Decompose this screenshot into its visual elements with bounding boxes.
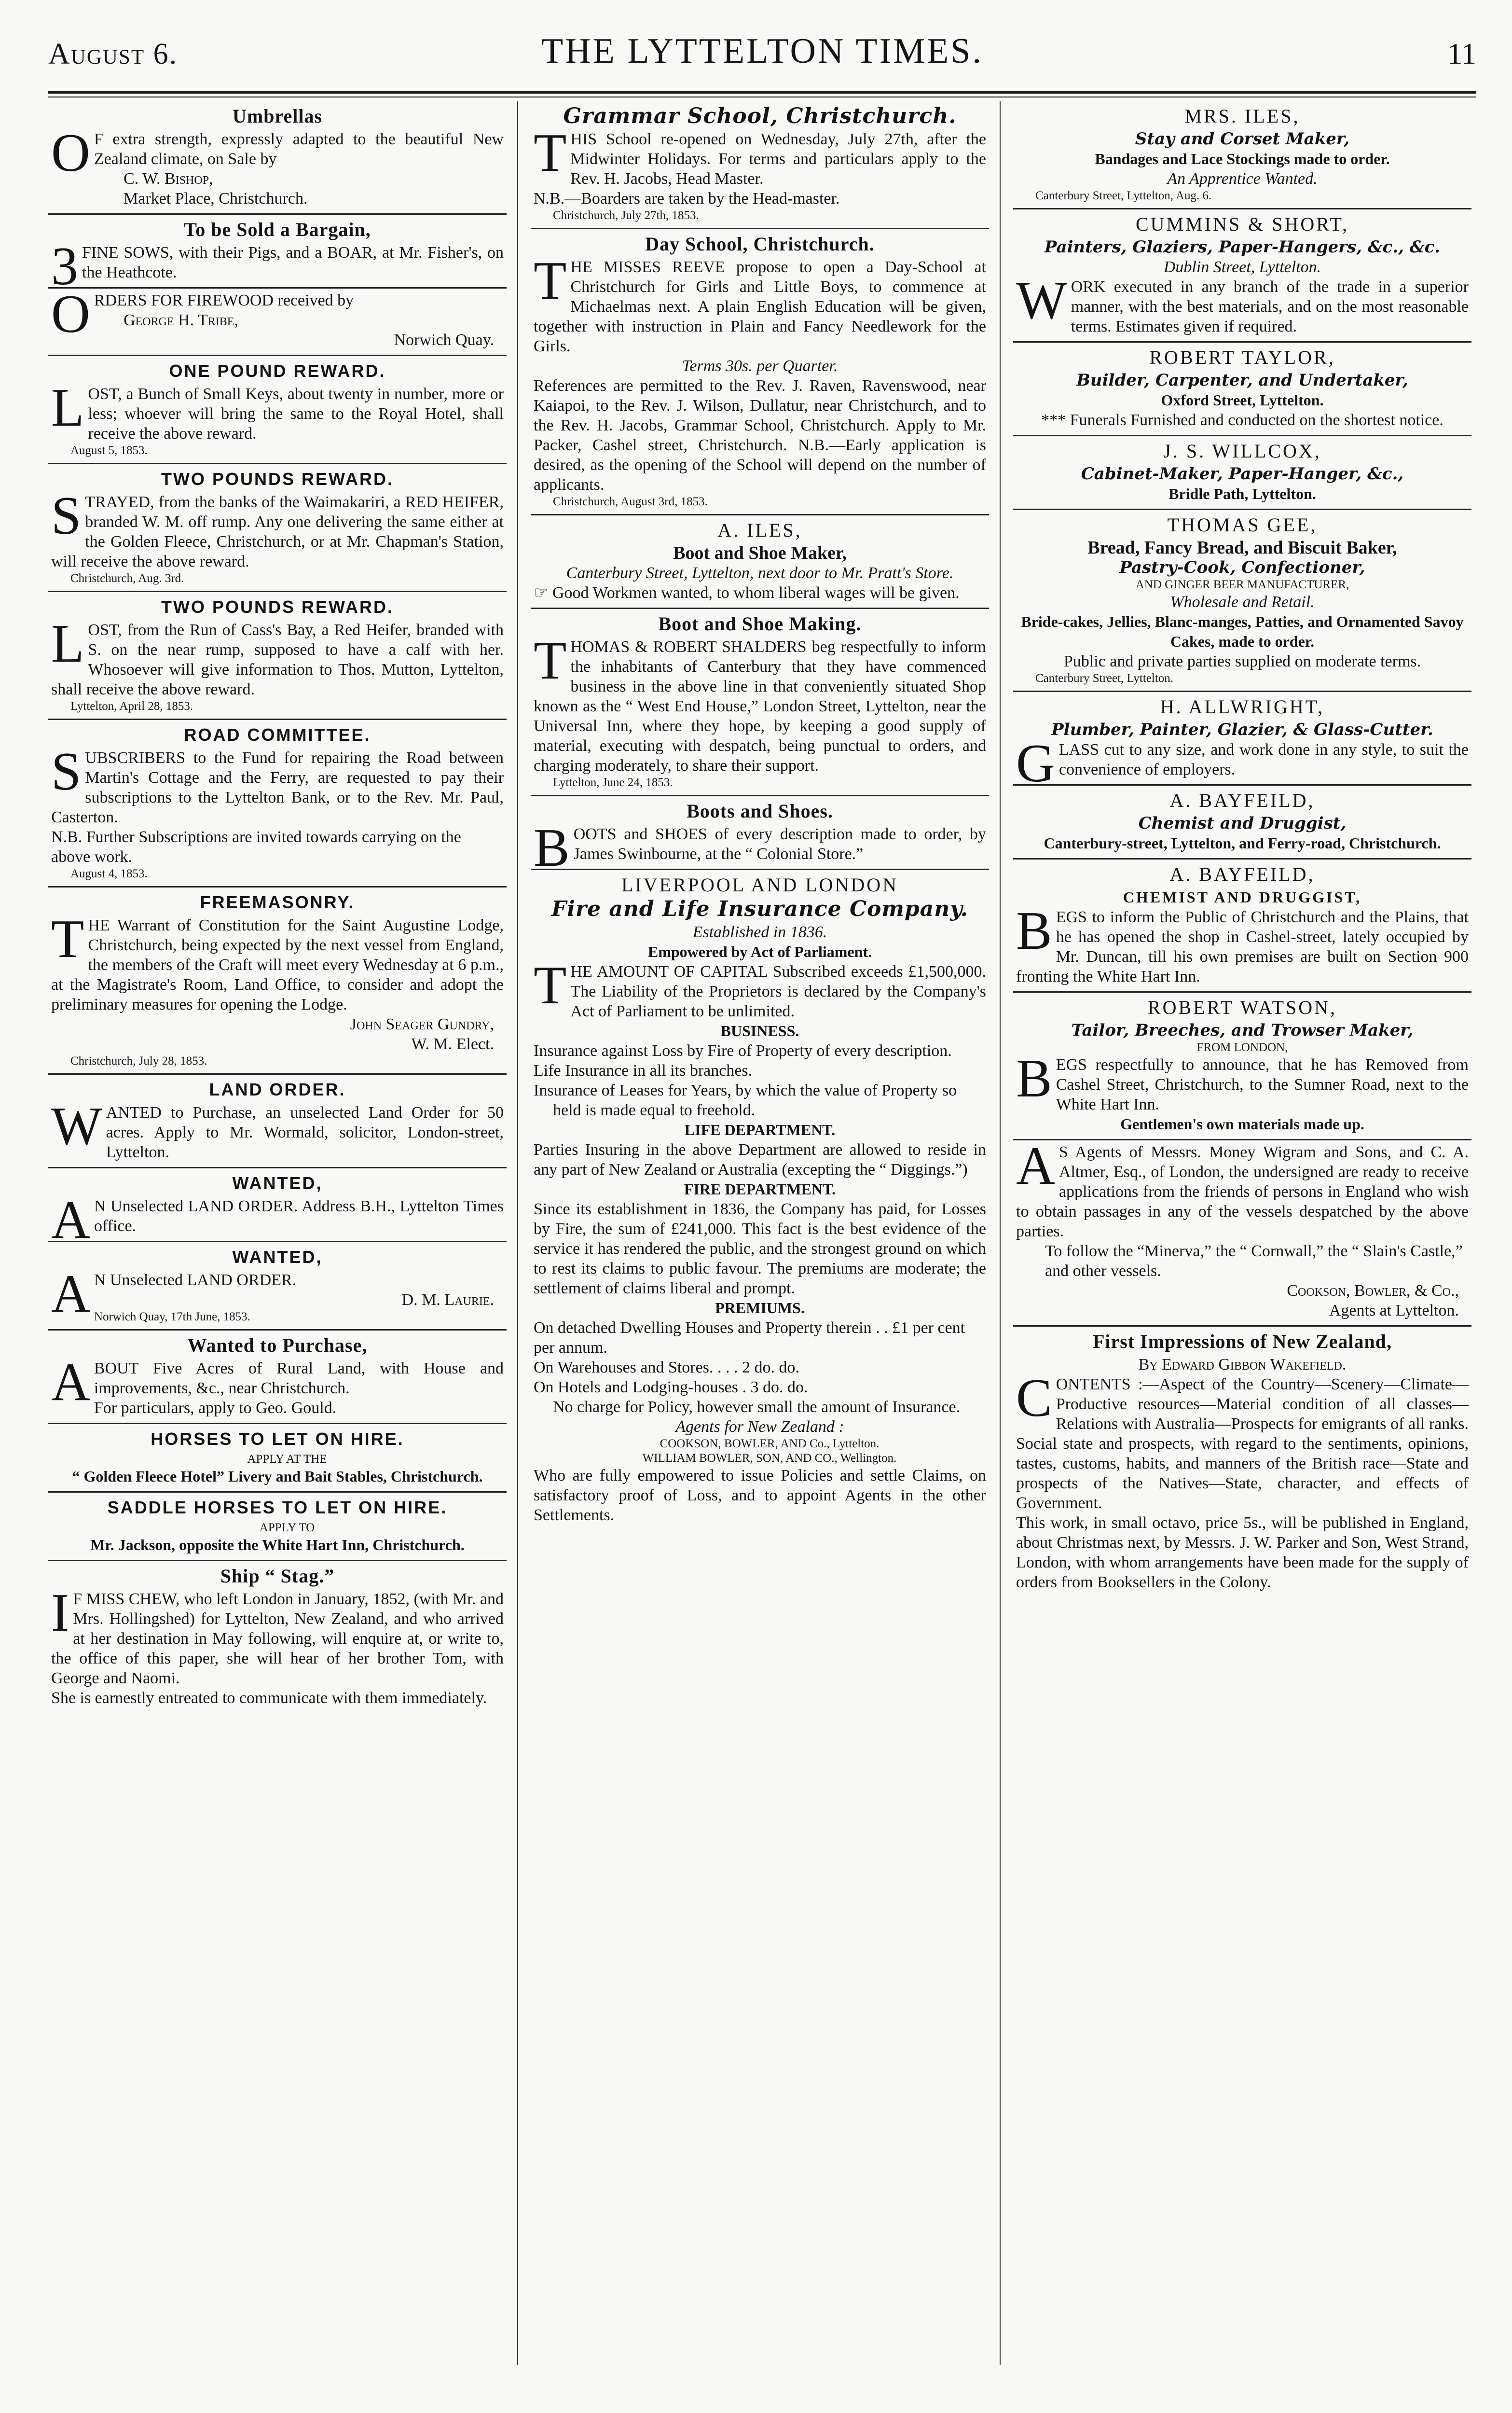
ad-willcox — [1013, 436, 1471, 510]
ad-trade: Chemist and Druggist, — [1138, 814, 1347, 833]
ad-title: A. BAYFEILD, — [1169, 863, 1315, 885]
ad-horses — [48, 1424, 507, 1493]
section-title: LIFE DEPARTMENT. — [684, 1121, 836, 1138]
ad-title: ONE POUND REWARD. — [169, 361, 386, 381]
ad-title: Wanted to Purchase, — [187, 1334, 368, 1356]
ad-note: An Apprentice Wanted. — [1167, 170, 1318, 188]
ad-subtitle: Boot and Shoe Maker, — [673, 543, 847, 563]
ad-line: Mr. Jackson, opposite the White Hart Inn, Christchurch. — [90, 1536, 465, 1553]
ad-mrs-iles — [1013, 101, 1471, 209]
ad-body: THIS School re-opened on Wednesday, July 27th, after the Midwinter Holidays. For terms and particulars apply to the Rev. H. Jacobs, Head Master. — [534, 123, 986, 188]
ad-trade: Pastry-Cook, Confectioner, — [1119, 558, 1365, 577]
ad-two-pounds-reward-cass — [48, 592, 507, 720]
ad-title: Umbrellas — [232, 105, 323, 127]
ad-signature-role: Agents at Lyttelton. — [1329, 1302, 1459, 1319]
masthead — [48, 31, 1476, 86]
ad-allwright — [1013, 692, 1471, 793]
ad-title: A. BAYFEILD, — [1169, 790, 1315, 811]
ad-date: Christchurch, July 27th, 1853. — [553, 209, 699, 222]
ad-firewood — [48, 284, 507, 356]
ad-signature: Cookson, Bowler, & Co., — [1287, 1282, 1459, 1300]
ad-body: THOMAS & ROBERT SHALDERS beg respectfully to inform the inhabitants of Canterbury that they have commenced business in the above line in that conveniently situated Shop known as the “ West End House,” London Street, Lyttelton, near the Universal Inn, where they hope, by keeping a good supply of material, executing with despatch, being punctual to orders, and charging moderately, to share their support. — [534, 631, 986, 775]
ad-signature: D. M. Laurie. — [401, 1291, 494, 1309]
ad-day-school — [531, 229, 989, 515]
ad-subtitle: Bride-cakes, Jellies, Blanc-manges, Patties, and Ornamented Savoy Cakes, made to order. — [1021, 613, 1464, 650]
ad-note: N.B.—Boarders are taken by the Head-master. — [534, 190, 840, 208]
ad-agents-wigram — [1013, 1136, 1471, 1327]
ad-bayfeild-2 — [1013, 860, 1471, 993]
ad-a-iles-boots — [531, 515, 989, 609]
ad-note: For particulars, apply to Geo. Gould. — [94, 1399, 337, 1417]
ad-address: Bridle Path, Lyttelton. — [1168, 485, 1316, 502]
ad-date: Lyttelton, April 28, 1853. — [70, 700, 193, 713]
ad-land-order — [48, 1075, 507, 1168]
ad-ship-stag — [48, 1561, 507, 1713]
ad-body: 3FINE SOWS, with their Pigs, and a BOAR, at Mr. Fisher's, on the Heathcote. — [51, 236, 504, 296]
ad-title: Ship “ Stag.” — [220, 1565, 335, 1587]
column-rule — [517, 101, 518, 2365]
column-2 — [531, 101, 989, 2370]
ad-title: WANTED, — [232, 1173, 323, 1193]
premium-note: No charge for Policy, however small the amount of Insurance. — [553, 1398, 961, 1416]
ad-title: Day School, Christchurch. — [645, 233, 875, 255]
newspaper-title: THE LYTTELTON TIMES. — [541, 31, 983, 71]
ad-trade: Plumber, Painter, Glazier, & Glass-Cutter. — [1051, 720, 1433, 739]
ad-body: IF MISS CHEW, who left London in January, 1852, (with Mr. and Mrs. Hollingshed) for Lyttelton, New Zealand, and who arrived at her destination in May following, will enquire at, or write to, the office of this paper, she will hear of her brother Tom, with George and Naomi. — [51, 1583, 504, 1687]
ad-note: N.B. Further Subscriptions are invited towards carrying on the above work. — [51, 828, 461, 866]
ad-body: STRAYED, from the banks of the Waimakariri, a RED HEIFER, branded W. M. off rump. Any one delivering the same either at the Golden Fleece, Christchurch, or at Mr. Chapman's Station, will receive the above reward. — [51, 486, 504, 570]
premium-row: On Hotels and Lodging-houses . 3 do. do. — [534, 1378, 808, 1396]
ad-subtitle: CHEMIST AND DRUGGIST, — [1123, 888, 1362, 906]
ad-line: APPLY AT THE — [247, 1453, 327, 1466]
ad-wanted-laurie — [48, 1242, 507, 1331]
ad-title: HORSES TO LET ON HIRE. — [151, 1429, 404, 1449]
ad-first-impressions — [1013, 1327, 1471, 1597]
ad-note: Wholesale and Retail. — [1170, 593, 1315, 611]
section-title: PREMIUMS. — [715, 1299, 805, 1317]
ad-note: ☞ Good Workmen wanted, to whom liberal wages will be given. — [534, 584, 960, 602]
ad-wanted-bh — [48, 1168, 507, 1250]
ad-title: TWO POUNDS REWARD. — [161, 597, 394, 617]
ad-sows — [48, 215, 507, 296]
section-body: Parties Insuring in the above Department are allowed to reside in any part of New Zealand or Australia (excepting the “ Diggings.”) — [534, 1141, 986, 1179]
ad-title-2: Fire and Life Insurance Company. — [551, 897, 969, 921]
ad-body: BEGS to inform the Public of Christchurch and the Plains, that he has opened the shop in Cashel-street, lately occupied by Mr. Duncan, till his own premises are built on Section 900 fronting the White Hart Inn. — [1016, 901, 1469, 985]
ad-date: Christchurch, August 3rd, 1853. — [553, 495, 708, 508]
ad-body: SUBSCRIBERS to the Fund for repairing the Road between Martin's Cottage and the Ferry, are requested to pay their subscriptions to the Lyttelton Bank, or to the Rev. Mr. Paul, Casterton. — [51, 742, 504, 826]
column-rule — [1000, 101, 1001, 2365]
ad-robert-watson — [1013, 993, 1471, 1140]
ad-line: APPLY TO — [259, 1521, 315, 1534]
ad-body: BOOTS and SHOES of every description made to order, by James Swinbourne, at the “ Colonial Store.” — [534, 818, 986, 878]
ad-author: By Edward Gibbon Wakefield. — [1138, 1356, 1347, 1373]
ad-title: FREEMASONRY. — [200, 892, 355, 912]
ad-note: Gentlemen's own materials made up. — [1120, 1115, 1364, 1133]
ad-trade: Cabinet-Maker, Paper-Hanger, &c., — [1081, 464, 1404, 484]
ad-title: J. S. WILLCOX, — [1163, 440, 1321, 462]
list-item: Insurance against Loss by Fire of Property of every description. — [534, 1042, 952, 1060]
ad-date: Canterbury Street, Lyttelton, Aug. 6. — [1035, 189, 1212, 202]
issue-date: August 6. — [48, 38, 178, 70]
ad-title: SADDLE HORSES TO LET ON HIRE. — [107, 1498, 448, 1517]
ad-title: Boot and Shoe Making. — [658, 613, 862, 635]
ad-date: Canterbury Street, Lyttelton. — [1035, 672, 1174, 685]
ad-shalders — [531, 609, 989, 796]
ad-title: Grammar School, Christchurch. — [563, 104, 957, 128]
ad-body: WANTED to Purchase, an unselected Land Order for 50 acres. Apply to Mr. Wormald, solicitor, London-street, Lyttelton. — [51, 1096, 504, 1161]
ad-body: BEGS respectfully to announce, that he has Removed from Cashel Street, Christchurch, to the Sumner Road, next to the White Hart Inn. — [1016, 1049, 1469, 1113]
ad-note: *** Funerals Furnished and conducted on the shortest notice. — [1041, 411, 1443, 429]
column-3 — [1013, 101, 1471, 2370]
ad-title: TWO POUNDS REWARD. — [161, 469, 394, 489]
masthead-rule — [48, 91, 1476, 94]
ad-established: Established in 1836. — [692, 923, 827, 941]
ad-one-pound-reward — [48, 356, 507, 464]
ad-trade: Builder, Carpenter, and Undertaker, — [1076, 371, 1408, 390]
ad-signature-role: W. M. Elect. — [411, 1035, 494, 1053]
ad-terms: Terms 30s. per Quarter. — [682, 357, 838, 375]
ad-note: Public and private parties supplied on moderate terms. — [1063, 652, 1421, 670]
list-item: Insurance of Leases for Years, by which the value of Property so held is made equal to freehold. — [534, 1082, 957, 1119]
ad-body: OF extra strength, expressly adapted to the beautiful New Zealand climate, on Sale by — [51, 123, 504, 183]
section-body: Who are fully empowered to issue Policies and settle Claims, on satisfactory proof of Loss, and to appoint Agents in the other Settlements. — [534, 1467, 986, 1524]
ad-address: Market Place, Christchurch. — [124, 190, 308, 208]
agents-title: Agents for New Zealand : — [675, 1418, 844, 1436]
ad-date: August 5, 1853. — [70, 444, 148, 457]
ad-body: AN Unselected LAND ORDER. — [51, 1264, 297, 1324]
ad-title: First Impressions of New Zealand, — [1092, 1331, 1392, 1352]
ad-line: “ Golden Fleece Hotel” Livery and Bait Stables, Christchurch. — [72, 1468, 483, 1485]
ad-body: ORDERS FOR FIREWOOD received by — [51, 284, 354, 344]
ad-subtitle: Bandages and Lace Stockings made to order. — [1095, 150, 1390, 167]
ad-title: Boots and Shoes. — [687, 800, 833, 822]
ad-body: WORK executed in any branch of the trade in a superior manner, with the best materials, and on the most reasonable terms. Estimates given if required. — [1016, 271, 1469, 335]
ad-line: AND GINGER BEER MANUFACTURER, — [1135, 578, 1349, 591]
ad-robert-taylor — [1013, 343, 1471, 436]
ad-cummins-short — [1013, 209, 1471, 343]
ad-date: August 4, 1853. — [70, 867, 148, 880]
page-number: 11 — [1447, 38, 1476, 70]
ad-subtitle: Bread, Fancy Bread, and Biscuit Baker, — [1087, 538, 1397, 558]
ad-body: CONTENTS :—Aspect of the Country—Scenery—Climate—Productive resources—Material condition of all classes—Relations with Australia—Prospects for emigrants of all ranks. Social state and prospects, with regard to the sentiments, opinions, tastes, customs, habits, and manners of the British race—State and prospects of the Natives—State, character, and effects of Government. — [1016, 1368, 1469, 1512]
column-1 — [48, 101, 507, 2370]
ad-grammar-school — [531, 101, 989, 229]
ad-title: LIVERPOOL AND LONDON — [621, 874, 899, 896]
ad-trade: Tailor, Breeches, and Trowser Maker, — [1071, 1021, 1414, 1040]
list-item: Life Insurance in all its branches. — [534, 1062, 753, 1080]
agent: COOKSON, BOWLER, AND Co., Lyttelton. — [660, 1437, 880, 1450]
ad-two-pounds-reward-heifer — [48, 464, 507, 592]
ad-body: THE AMOUNT OF CAPITAL Subscribed exceeds £1,500,000. The Liability of the Proprietors is declared by the Company's Act of Parliament to be unlimited. — [534, 956, 986, 1020]
ad-note: To follow the “Minerva,” the “ Cornwall,” the “ Slain's Castle,” and other vessels. — [1045, 1242, 1463, 1280]
ad-note: References are permitted to the Rev. J. Raven, Ravenswood, near Kaiapoi, to the Rev. J. Wilson, Dullatur, near Christchurch, and to the Rev. H. Jacobs, Grammar School, Christchurch. Apply to Mr. Packer, Cashel street, Christchurch. N.B.—Early application is desired, as the opening of the School will depend on the number of applicants. — [534, 377, 986, 494]
ad-date: Lyttelton, June 24, 1853. — [553, 776, 673, 789]
ad-signature: George H. Tribe, — [124, 311, 238, 329]
ad-signature: John Seager Gundry, — [350, 1015, 494, 1033]
ad-note: This work, in small octavo, price 5s., will be published in England, about Christmas next, by Messrs. J. W. Parker and Son, West Strand, London, with whom arrangements have been made for the supply of orders from Booksellers in the Colony. — [1016, 1514, 1469, 1591]
ad-address: Oxford Street, Lyttelton. — [1161, 391, 1324, 409]
ad-date: Norwich Quay, 17th June, 1853. — [94, 1310, 250, 1323]
ad-address: Canterbury-street, Lyttelton, and Ferry-road, Christchurch. — [1044, 834, 1441, 852]
ad-address: Dublin Street, Lyttelton. — [1163, 258, 1321, 276]
ad-title: MRS. ILES, — [1184, 105, 1300, 127]
ad-title: ROAD COMMITTEE. — [184, 725, 371, 745]
ad-bayfeild-1 — [1013, 786, 1471, 860]
section-title: FIRE DEPARTMENT. — [684, 1180, 836, 1198]
section-body: Since its establishment in 1836, the Company has paid, for Losses by Fire, the sum of £241,000. This fact is the best evidence of the service it has rendered the public, and the strongest ground on which to rest its claims to public favour. The premiums are moderate; the settlement of claims liberal and prompt. — [534, 1200, 986, 1297]
ad-trade: Stay and Corset Maker, — [1135, 129, 1350, 149]
ad-date: Christchurch, Aug. 3rd. — [70, 572, 184, 585]
ad-freemasonry — [48, 888, 507, 1075]
ad-road-committee — [48, 720, 507, 888]
ad-saddle-horses — [48, 1493, 507, 1561]
ad-title: LAND ORDER. — [209, 1080, 346, 1099]
ad-body: AS Agents of Messrs. Money Wigram and Sons, and C. A. Altmer, Esq., of London, the undersigned are ready to receive applications from the friends of persons in England who wish to obtain passages in any of the vessels despatched by the above parties. — [1016, 1136, 1469, 1240]
ad-body: LOST, a Bunch of Small Keys, about twenty in number, more or less; whoever will bring the same to the Royal Hotel, shall receive the above reward. — [51, 378, 504, 443]
ad-signature: C. W. Bishop, — [124, 170, 213, 188]
ad-date: Christchurch, July 28, 1853. — [70, 1054, 207, 1068]
ad-title: WANTED, — [232, 1247, 323, 1267]
ad-insurance — [531, 870, 989, 1530]
ad-address: Norwich Quay. — [394, 331, 494, 349]
ad-umbrellas — [48, 101, 507, 215]
ad-title: CUMMINS & SHORT, — [1135, 213, 1349, 235]
ad-body: ABOUT Five Acres of Rural Land, with House and improvements, &c., near Christchurch. — [51, 1352, 504, 1412]
ad-thomas-gee — [1013, 510, 1471, 692]
ad-note: She is earnestly entreated to communicate with them immediately. — [51, 1689, 487, 1707]
ad-body: THE MISSES REEVE propose to open a Day-School at Christchurch for Girls and Little Boys, to commence at Michaelmas next. A plain English Education will be given, together with instruction in Plain and Fancy Needlework for the Girls. — [534, 251, 986, 355]
ad-body: AN Unselected LAND ORDER. Address B.H., Lyttelton Times office. — [51, 1190, 504, 1250]
ad-title: To be Sold a Bargain, — [184, 219, 371, 240]
section-title: BUSINESS. — [720, 1022, 799, 1040]
ad-body: GLASS cut to any size, and work done in any style, to suit the convenience of employers. — [1016, 734, 1469, 793]
premium-row: On detached Dwelling Houses and Property therein . . £1 per cent per annum. — [534, 1319, 965, 1357]
ad-trade: Painters, Glaziers, Paper-Hangers, &c., &c. — [1044, 237, 1441, 257]
ad-address: Canterbury Street, Lyttelton, next door to Mr. Pratt's Store. — [566, 564, 954, 582]
ad-body: LOST, from the Run of Cass's Bay, a Red Heifer, branded with S. on the near rump, supposed to have a calf with her. Whosoever will give information to Thos. Mutton, Lyttelton, shall receive the above reward. — [51, 614, 504, 698]
ad-title: A. ILES, — [717, 519, 802, 541]
ad-subtitle: Empowered by Act of Parliament. — [647, 943, 872, 960]
ad-wanted-to-purchase — [48, 1331, 507, 1424]
agent: WILLIAM BOWLER, SON, AND CO., Wellington. — [642, 1452, 897, 1465]
ad-title: ROBERT TAYLOR, — [1149, 347, 1335, 368]
ad-title: ROBERT WATSON, — [1147, 997, 1337, 1018]
ad-boots-and-shoes — [531, 796, 989, 878]
ad-title: THOMAS GEE, — [1167, 514, 1318, 536]
ad-line: FROM LONDON, — [1196, 1041, 1288, 1054]
ad-body: THE Warrant of Constitution for the Saint Augustine Lodge, Christchurch, being expected by the next vessel from England, the members of the Craft will meet every Wednesday at 6 p.m., at the Magistrate's Room, Land Office, to consider and adopt the preliminary measures for opening the Lodge. — [51, 909, 504, 1013]
premium-row: On Warehouses and Stores. . . . 2 do. do. — [534, 1359, 799, 1376]
ad-title: H. ALLWRIGHT, — [1160, 696, 1325, 718]
